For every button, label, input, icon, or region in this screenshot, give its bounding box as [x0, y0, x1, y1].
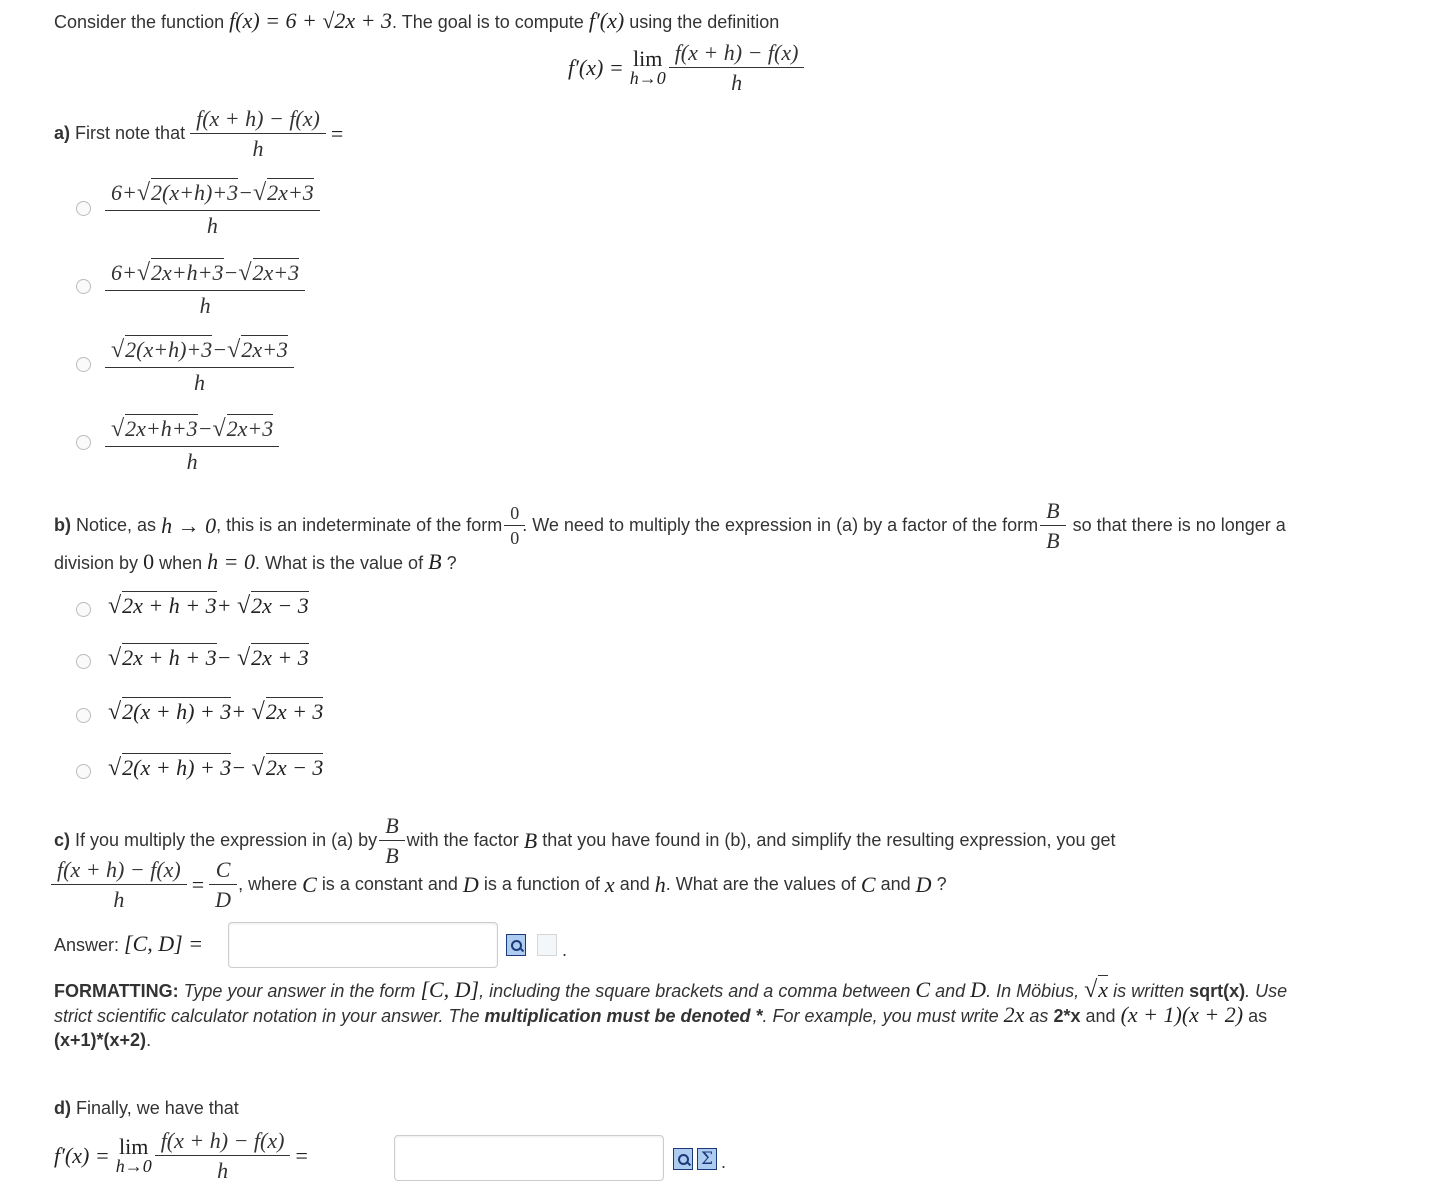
part-a-question: [54, 106, 343, 162]
part-b-math: h = 0: [207, 549, 255, 574]
limit-operator: [116, 1134, 152, 1177]
part-c-text: is a function of: [483, 874, 600, 895]
formatting-text: Type your answer in the form: [183, 981, 416, 1001]
part-b-question-line-2: [54, 549, 457, 575]
part-b-label: b): [54, 515, 71, 536]
function-definition: f(x) = 6 + √2x + 3: [229, 8, 393, 33]
part-a-quotient: [193, 106, 323, 162]
formatting-math: D: [970, 977, 987, 1002]
formatting-text: strict scientific calculator notation in your answer. The: [54, 1006, 480, 1026]
zero-over-zero: [507, 503, 522, 549]
part-c-math: h: [654, 871, 666, 897]
formatting-bold: multiplication must be denoted *: [484, 1006, 763, 1026]
option-radical-1: 2(x + h) + 3: [122, 755, 232, 780]
option-radical-2: 2x+3: [226, 416, 274, 441]
part-c-text: is a constant and: [321, 874, 458, 895]
frac-num: B: [1046, 498, 1060, 523]
preview-icon[interactable]: [673, 1148, 693, 1170]
formatting-line-3: [54, 1030, 151, 1051]
answer-label: Answer:: [54, 935, 120, 955]
answer-math: [C, D] =: [124, 931, 204, 956]
frac-den: B: [1040, 525, 1065, 553]
quotient-denominator: h: [669, 67, 805, 95]
limit-definition: [568, 40, 801, 96]
part-a-option-2: $\frac{6+√2x+h+3-√2x+3}{h}$: [108, 258, 302, 318]
formatting-code: 2*x: [1053, 1006, 1081, 1026]
lim-text: lim: [119, 1134, 149, 1160]
c-over-d: [212, 857, 234, 913]
b-over-b: [1043, 498, 1062, 554]
part-d-quotient: [158, 1128, 288, 1184]
option-radical-1: 2(x+h)+3: [125, 337, 213, 362]
formatting-line-1: FORMATTING: Type your answer in the form [C, D], including the square brackets and a comma between C and D. In Möbius, √x is written sqrt(x). Use: [54, 977, 1288, 1003]
part-b-option-1-radio[interactable]: [76, 602, 91, 617]
formatting-math: (x + 1)(x + 2): [1120, 1002, 1244, 1027]
answer-c-input[interactable]: [228, 922, 498, 968]
option-radical-1: 2(x+h)+3: [151, 180, 239, 205]
option-operator: −: [223, 260, 239, 285]
formatting-text: is written: [1113, 981, 1185, 1001]
option-operator: −: [216, 645, 232, 670]
equals-sign: =: [191, 871, 205, 897]
part-c-math: D: [462, 871, 479, 897]
part-c-math: x: [604, 871, 615, 897]
limit-lhs: f′(x) =: [54, 1142, 110, 1168]
formatting-label: FORMATTING:: [54, 981, 179, 1001]
part-d-label: d): [54, 1098, 71, 1118]
part-c-label: c): [54, 830, 71, 851]
formatting-text: as: [1029, 1006, 1049, 1026]
intro-text: Consider the function: [54, 12, 225, 32]
option-denominator: h: [105, 290, 305, 318]
part-c-text: with the factor: [406, 830, 519, 851]
part-c-text: , where: [238, 874, 298, 895]
option-radical-2: 2x+3: [252, 260, 300, 285]
option-denominator: h: [105, 367, 294, 395]
option-radical-1: 2x + h + 3: [122, 645, 217, 670]
frac-num: 0: [510, 502, 520, 523]
intro-line: [54, 8, 779, 34]
part-c-text: and: [880, 874, 911, 895]
part-c-math: C: [302, 871, 317, 897]
option-radical-2: 2x + 3: [265, 699, 324, 724]
quotient-numerator: f(x + h) − f(x): [196, 106, 320, 131]
part-c-text: and: [619, 874, 650, 895]
part-b-text: , this is an indeterminate of the form: [216, 515, 503, 536]
part-a-option-3: $\frac{√2(x+h)+3-√2x+3}{h}$: [108, 335, 291, 395]
part-c-quotient: [54, 857, 184, 913]
frac-num: C: [215, 857, 231, 882]
limit-operator: [630, 46, 666, 89]
part-b-option-3-radio[interactable]: [76, 708, 91, 723]
part-a-option-4-radio[interactable]: [76, 435, 91, 450]
option-operator: +: [231, 699, 247, 724]
part-c-text: If you multiply the expression in (a) by: [75, 830, 378, 851]
lim-text: lim: [633, 46, 663, 72]
part-a-option-2-radio[interactable]: [76, 279, 91, 294]
equation-editor-icon[interactable]: Σ: [697, 1148, 717, 1170]
part-b-option-4: √2(x + h) + 3− √2x − 3: [108, 755, 324, 781]
frac-den: D: [209, 884, 237, 912]
part-a-option-4: $\frac{√2x+h+3-√2x+3}{h}$: [108, 414, 276, 474]
option-operator: +: [216, 593, 232, 618]
option-radical-1: 2x+h+3: [151, 260, 224, 285]
part-b-text: division by: [54, 553, 139, 573]
part-c-question-line-2: [54, 857, 947, 913]
formatting-text: . For example, you must write: [762, 1006, 999, 1026]
frac-den: B: [379, 840, 404, 868]
equals-sign: =: [330, 120, 344, 146]
option-operator: −: [231, 755, 247, 780]
intro-text-2: . The goal is to compute: [392, 12, 584, 32]
option-prefix: 6+: [111, 180, 137, 205]
option-radical-2: 2x − 3: [265, 755, 324, 780]
part-b-option-2: √2x + h + 3− √2x + 3: [108, 645, 309, 671]
answer-d-input[interactable]: [394, 1135, 664, 1181]
quotient-numerator: f(x + h) − f(x): [674, 40, 799, 65]
limit-lhs: f′(x) =: [568, 54, 624, 80]
part-a-text: First note that: [75, 123, 186, 144]
formatting-text: . Use: [1245, 981, 1288, 1001]
part-b-text: ?: [446, 553, 457, 573]
formatting-math: [C, D]: [420, 977, 480, 1002]
part-b-text: . We need to multiply the expression in (a) by a factor of the form: [522, 515, 1039, 536]
part-c-text: that you have found in (b), and simplify the resulting expression, you get: [542, 830, 1116, 851]
option-denominator: h: [105, 210, 320, 238]
formatting-text: and: [935, 981, 966, 1001]
formatting-math: 2x: [1003, 1002, 1025, 1027]
part-c-math: B: [523, 827, 538, 853]
period: .: [562, 940, 568, 960]
part-b-option-2-radio[interactable]: [76, 654, 91, 669]
formatting-text: .: [146, 1030, 152, 1050]
formatting-math: C: [915, 977, 931, 1002]
part-b-math: h → 0: [161, 512, 217, 538]
option-operator: −: [212, 337, 228, 362]
period: .: [721, 1152, 727, 1172]
part-c-text: . What are the values of: [665, 874, 856, 895]
part-b-text: . What is the value of: [254, 553, 424, 573]
part-d-question: [54, 1098, 239, 1119]
frac-den: 0: [504, 525, 525, 549]
formatting-text: and: [1085, 1006, 1116, 1026]
part-b-text: Notice, as: [76, 515, 157, 536]
quotient-numerator: f(x + h) − f(x): [57, 857, 181, 882]
formatting-line-2: [54, 1002, 1267, 1028]
equals-sign: =: [295, 1142, 308, 1168]
preview-icon[interactable]: [506, 934, 526, 956]
option-radical-1: 2x+h+3: [125, 416, 198, 441]
part-a-label: a): [54, 123, 71, 144]
intro-text-3: using the definition: [629, 12, 780, 32]
option-radical-2: 2x − 3: [251, 593, 309, 618]
option-radical-1: 2x + h + 3: [122, 593, 217, 618]
lim-subscript: h→0: [629, 68, 666, 89]
part-b-text: so that there is no longer a: [1072, 515, 1286, 536]
part-a-option-1-radio[interactable]: [76, 201, 91, 216]
part-b-math: 0: [143, 549, 155, 574]
quotient-denominator: h: [155, 1155, 291, 1183]
quotient-denominator: h: [51, 884, 187, 912]
frac-num: B: [385, 813, 399, 838]
part-c-math: C: [860, 871, 876, 897]
part-b-math: B: [428, 549, 442, 574]
part-d-equation: [54, 1128, 308, 1184]
difference-quotient: [672, 40, 802, 96]
part-d-text: Finally, we have that: [76, 1098, 239, 1118]
formatting-text: , including the square brackets and a comma between: [479, 981, 911, 1001]
option-radical-1: 2(x + h) + 3: [122, 699, 232, 724]
derivative-symbol: f′(x): [588, 8, 625, 33]
answer-label-line: [54, 931, 203, 957]
part-b-option-3: √2(x + h) + 3+ √2x + 3: [108, 699, 324, 725]
formula-icon[interactable]: [537, 934, 557, 956]
quotient-numerator: f(x + h) − f(x): [160, 1128, 285, 1153]
part-a-option-3-radio[interactable]: [76, 357, 91, 372]
part-c-text: ?: [936, 874, 947, 895]
option-radical-2: 2x+3: [267, 180, 314, 205]
part-a-option-1: $\frac{6+√2(x+h)+3-√2x+3}{h}$: [108, 178, 317, 238]
formatting-text: as: [1248, 1006, 1268, 1026]
option-denominator: h: [105, 446, 279, 474]
part-c-math: D: [915, 871, 932, 897]
lim-subscript: h→0: [115, 1156, 152, 1177]
option-prefix: 6+: [111, 260, 137, 285]
formatting-code: (x+1)*(x+2): [54, 1030, 147, 1050]
option-operator: −: [238, 180, 253, 205]
formatting-code: sqrt(x): [1189, 981, 1246, 1001]
part-b-text: when: [159, 553, 203, 573]
option-radical-2: 2x+3: [241, 337, 288, 362]
option-operator: −: [197, 416, 213, 441]
formatting-text: . In Möbius,: [986, 981, 1080, 1001]
quotient-denominator: h: [190, 133, 326, 161]
part-b-option-4-radio[interactable]: [76, 764, 91, 779]
part-b-option-1: √2x + h + 3+ √2x − 3: [108, 593, 309, 619]
part-b-question-line-1: [54, 498, 1286, 554]
option-radical-2: 2x + 3: [251, 645, 309, 670]
formatting-math: x: [1098, 977, 1109, 1002]
